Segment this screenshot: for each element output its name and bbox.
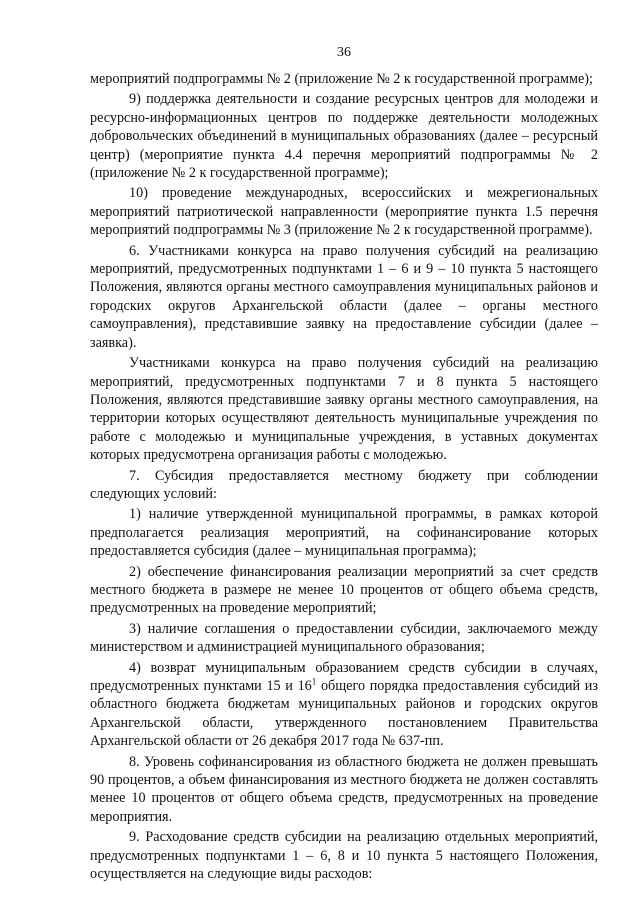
paragraph-condition-1: 1) наличие утвержденной муниципальной программы, в рамках которой предполагается реализация мероприятий, на софинансирование которых предоставляется субсидия (далее – муниципальная программа); xyxy=(90,506,598,560)
condition-4-text-after: общего порядка предоставления субсидий из областного бюджета бюджетам муниципальных районов и городских округов Архангельской области, утвержденного постановлением Правительства Архангельской области от 26 декабря 2017 года № 637-пп. xyxy=(90,678,598,750)
page-number: 36 xyxy=(337,45,351,60)
paragraph-point-6-participants: 6. Участниками конкурса на право получения субсидий на реализацию мероприятий, предусмотренных подпунктами 1 – 6 и 9 – 10 пункта 5 настоящего Положения, являются органы местного самоуправления муниципальных районов и городских округов Архангельской области (далее – органы местного самоуправления), представившие заявку на предоставление субсидии (далее – заявка). xyxy=(90,242,598,351)
condition-4-superscript: 1 xyxy=(311,676,317,687)
paragraph-condition-4 xyxy=(90,659,598,751)
paragraph-condition-2: 2) обеспечение финансирования реализации мероприятий за счет средств местного бюджета в размере не менее 10 процентов от общего объема средств, предусмотренных на проведение мероприятий; xyxy=(90,563,598,617)
paragraph-continuation: мероприятий подпрограммы № 2 (приложение № 2 к государственной программе); xyxy=(90,71,593,87)
paragraph-point-8-cofinancing: 8. Уровень софинансирования из областного бюджета не должен превышать 90 процентов, а объем финансирования из местного бюджета не должен составлять менее 10 процентов от общего объема средств, предусмотренных на проведение мероприятия. xyxy=(90,753,598,825)
document-body xyxy=(90,70,598,883)
paragraph-point-7-conditions: 7. Субсидия предоставляется местному бюджету при соблюдении следующих условий: xyxy=(90,467,598,502)
paragraph-condition-3: 3) наличие соглашения о предоставлении субсидии, заключаемого между министерством и администрацией муниципального образования; xyxy=(90,620,598,656)
paragraph-item-10-patriotic-events: 10) проведение международных, всероссийских и межрегиональных мероприятий патриотической направленности (мероприятие пункта 1.5 перечня мероприятий подпрограммы № 3 (приложение № 2 к государственной программе). xyxy=(90,185,598,239)
paragraph-item-9-resource-centers: 9) поддержка деятельности и создание ресурсных центров для молодежи и ресурсно-информационных центров по поддержке деятельности молодежных добровольческих объединений в муниципальных образованиях (далее – ресурсный центр) (мероприятие пункта 4.4 перечня мероприятий подпрограммы № 2 (приложение № 2 к государственной программе); xyxy=(90,91,598,182)
paragraph-point-9-expenses: 9. Расходование средств субсидии на реализацию отдельных мероприятий, предусмотренных подпунктами 1 – 6, 8 и 10 пункта 5 настоящего Положения, осуществляется на следующие виды расходов: xyxy=(90,829,598,883)
paragraph-participants-items-7-8: Участниками конкурса на право получения субсидий на реализацию мероприятий, предусмотренных подпунктами 7 и 8 пункта 5 настоящего Положения, являются представившие заявку органы местного самоуправления, на территории которых осуществляют деятельность муниципальные учреждения по работе с молодежью и муниципальные учреждения, в уставных документах которых предусмотрена организация работы с молодежью. xyxy=(90,355,598,464)
condition-4-text-before: 4) возврат муниципальным образованием средств субсидии в случаях, предусмотренных пунктами 15 и 16 xyxy=(90,659,598,694)
